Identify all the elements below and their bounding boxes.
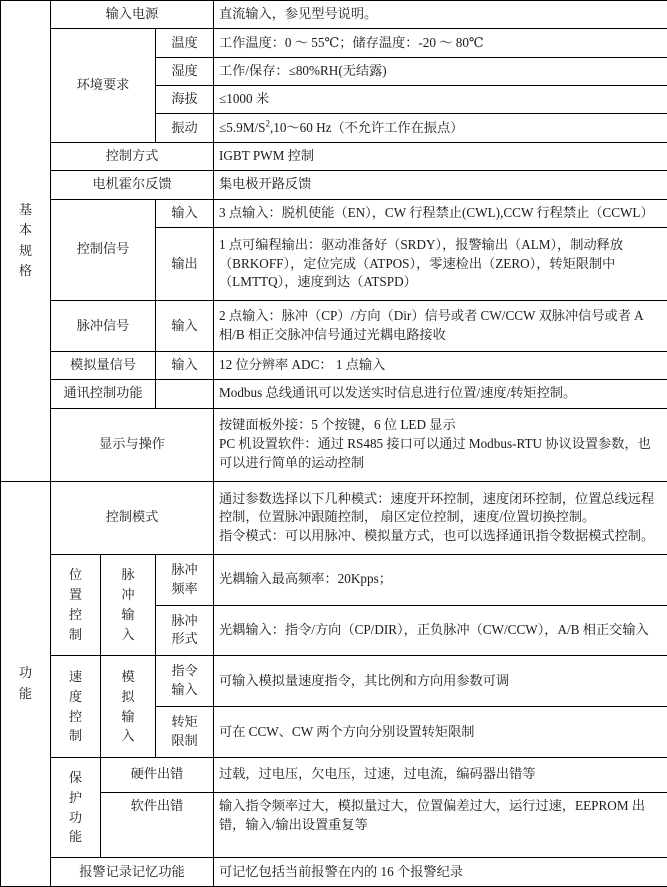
- row-sub-command-input: [156, 656, 214, 707]
- label-char: 能: [68, 829, 83, 845]
- row-label-comm-control: 通讯控制功能: [51, 380, 156, 408]
- row-label-control-method: 控制方式: [51, 142, 214, 170]
- table-row-input-power: [1, 1, 667, 29]
- group-char: 入: [121, 728, 135, 744]
- row-sub-torque-limit: [156, 707, 214, 758]
- group-char: 入: [121, 626, 135, 642]
- table-row-software-error: [1, 792, 667, 858]
- label-char: 速: [68, 668, 83, 684]
- row-sub-control-signal-output: 输出: [156, 227, 214, 300]
- table-row-control-method: [1, 142, 667, 170]
- table-row-temperature: [1, 29, 667, 57]
- row-value-hardware-error: 过载，过电压，欠电压，过速，过电流，编码器出错等: [214, 757, 667, 792]
- row-sub-control-signal-input: 输入: [156, 199, 214, 227]
- row-sub-vibration: 振动: [156, 114, 214, 142]
- group-char: 脉: [121, 567, 135, 583]
- table-row-pulse-frequency: [1, 554, 667, 605]
- table-row-hardware-error: [1, 757, 667, 792]
- control-mode-line: 通过参数选择以下几种模式：速度开环控制，速度闭环控制，位置总线远程控制，位置脉冲跟随控制， 扇区定位控制，速度/位置切换控制。: [219, 490, 655, 525]
- label-char: 功: [68, 809, 83, 825]
- label-char: 度: [68, 688, 83, 704]
- row-value-control-signal-input: 3 点输入：脱机使能（EN），CW 行程禁止(CWL),CCW 行程禁止（CCWL）: [214, 199, 667, 227]
- row-label-position-control: [51, 554, 101, 656]
- vibration-superscript: 2: [265, 118, 270, 129]
- table-row-control-signal-input: [1, 199, 667, 227]
- row-label-input-power: 输入电源: [51, 1, 214, 29]
- table-row-comm-control: [1, 380, 667, 408]
- row-value-altitude: ≤1000 米: [214, 86, 667, 114]
- row-sub-altitude: 海拔: [156, 86, 214, 114]
- row-value-display-operation: [214, 408, 667, 481]
- spine-char: 能: [18, 685, 33, 701]
- row-label-display-operation: 显示与操作: [51, 408, 214, 481]
- sub-line: 形式: [171, 631, 198, 647]
- sub-line: 指令: [171, 663, 198, 679]
- row-sub-comm-control: [156, 380, 214, 408]
- row-value-hall-feedback: 集电极开路反馈: [214, 171, 667, 199]
- row-label-pulse-signal: 脉冲信号: [51, 301, 156, 352]
- row-value-alarm-memory: 可记忆包括当前报警在内的 16 个报警纪录: [214, 858, 667, 887]
- group-char: 冲: [121, 587, 135, 603]
- row-label-control-mode: 控制模式: [51, 481, 214, 554]
- row-value-torque-limit: 可在 CCW、CW 两个方向分别设置转矩限制: [214, 707, 667, 758]
- row-sub-software-error: 软件出错: [101, 792, 214, 858]
- label-char: 控: [68, 607, 83, 623]
- table-row-display-operation: [1, 408, 667, 481]
- row-label-alarm-memory: 报警记录记忆功能: [51, 858, 214, 887]
- sub-line: 频率: [171, 580, 198, 596]
- row-value-control-signal-output: 1 点可编程输出：驱动准备好（SRDY），报警输出（ALM），制动释放（BRKOFF），定位完成（ATPOS），零速检出（ZERO），转矩限制中（LMTTQ），速度到达（ATSPD）: [214, 227, 667, 300]
- spine-char: 基: [18, 201, 33, 217]
- display-operation-line: PC 机设置软件：通过 RS485 接口可以通过 Modbus-RTU 协议设置参数，也可以进行简单的运动控制: [219, 436, 651, 470]
- group-char: 输: [121, 708, 135, 724]
- row-value-humidity: 工作/保存：≤80%RH(无结露): [214, 57, 667, 85]
- section-spine-basic: [1, 1, 51, 482]
- row-value-vibration: [214, 114, 667, 142]
- table-row-alarm-memory: [1, 858, 667, 887]
- table-row-hall-feedback: [1, 171, 667, 199]
- row-value-analog-signal: 12 位分辨率 ADC： 1 点输入: [214, 351, 667, 379]
- row-sub-pulse-frequency: [156, 554, 214, 605]
- row-value-control-method: IGBT PWM 控制: [214, 142, 667, 170]
- row-group-analog-input: [101, 656, 156, 758]
- row-value-pulse-signal: 2 点输入：脉冲（CP）/方向（Dir）信号或者 CW/CCW 双脉冲信号或者 A 相/B 相正交脉冲信号通过光耦电路接收: [214, 301, 667, 352]
- spine-char: 规: [18, 242, 33, 258]
- vibration-prefix: ≤5.9M/S: [219, 119, 266, 135]
- row-label-environment: 环境要求: [51, 29, 156, 142]
- section-spine-function: [1, 481, 51, 886]
- label-char: 控: [68, 708, 83, 724]
- label-char: 位: [68, 567, 83, 583]
- row-value-command-input: 可输入模拟量速度指令，其比例和方向用参数可调: [214, 656, 667, 707]
- label-char: 制: [68, 728, 83, 744]
- display-operation-line: 按键面板外接：5 个按键，6 位 LED 显示: [219, 417, 456, 433]
- row-sub-humidity: 湿度: [156, 57, 214, 85]
- group-char: 输: [121, 607, 135, 623]
- table-row-analog-signal: [1, 351, 667, 379]
- row-sub-hardware-error: 硬件出错: [101, 757, 214, 792]
- spine-char: 本: [18, 222, 33, 238]
- row-value-comm-control: Modbus 总线通讯可以发送实时信息进行位置/速度/转矩控制。: [214, 380, 667, 408]
- row-value-pulse-frequency: 光耦输入最高频率：20Kpps；: [214, 554, 667, 605]
- row-value-temperature: 工作温度：0 ～ 55℃；储存温度：-20 ～ 80℃: [214, 29, 667, 57]
- row-value-pulse-form: 光耦输入：指令/方向（CP/DIR），正负脉冲（CW/CCW），A/B 相正交输入: [214, 605, 667, 656]
- row-label-protection: [51, 757, 101, 858]
- spine-char: 功: [18, 665, 33, 681]
- sub-line: 脉冲: [171, 612, 198, 628]
- spine-char: 格: [18, 263, 33, 279]
- sub-line: 限制: [171, 732, 198, 748]
- row-sub-analog-signal: 输入: [156, 351, 214, 379]
- row-label-control-signal: 控制信号: [51, 199, 156, 301]
- label-char: 制: [68, 626, 83, 642]
- row-sub-temperature: 温度: [156, 29, 214, 57]
- row-label-analog-signal: 模拟量信号: [51, 351, 156, 379]
- label-char: 保: [68, 770, 83, 786]
- group-char: 拟: [121, 688, 135, 704]
- control-mode-line: 指令模式：可以用脉冲、模拟量方式，也可以选择通讯指令数据模式控制。: [219, 528, 655, 544]
- sub-line: 转矩: [171, 714, 198, 730]
- sub-line: 输入: [171, 682, 198, 698]
- vibration-suffix: ,10～60 Hz（不允许工作在振点）: [269, 119, 464, 135]
- row-group-pulse-input: [101, 554, 156, 656]
- row-label-speed-control: [51, 656, 101, 758]
- row-sub-pulse-signal: 输入: [156, 301, 214, 352]
- row-value-control-mode: [214, 481, 667, 554]
- table-row-control-mode: [1, 481, 667, 554]
- label-char: 置: [68, 587, 83, 603]
- group-char: 模: [121, 668, 135, 684]
- row-sub-pulse-form: [156, 605, 214, 656]
- table-row-pulse-signal: [1, 301, 667, 352]
- row-value-input-power: 直流输入，参见型号说明。: [214, 1, 667, 29]
- sub-line: 脉冲: [171, 561, 198, 577]
- row-label-hall-feedback: 电机霍尔反馈: [51, 171, 214, 199]
- table-row-command-input: [1, 656, 667, 707]
- label-char: 护: [68, 789, 83, 805]
- row-value-software-error: 输入指令频率过大，模拟量过大，位置偏差过大，运行过速，EEPROM 出错，输入/输出设置重复等: [214, 792, 667, 858]
